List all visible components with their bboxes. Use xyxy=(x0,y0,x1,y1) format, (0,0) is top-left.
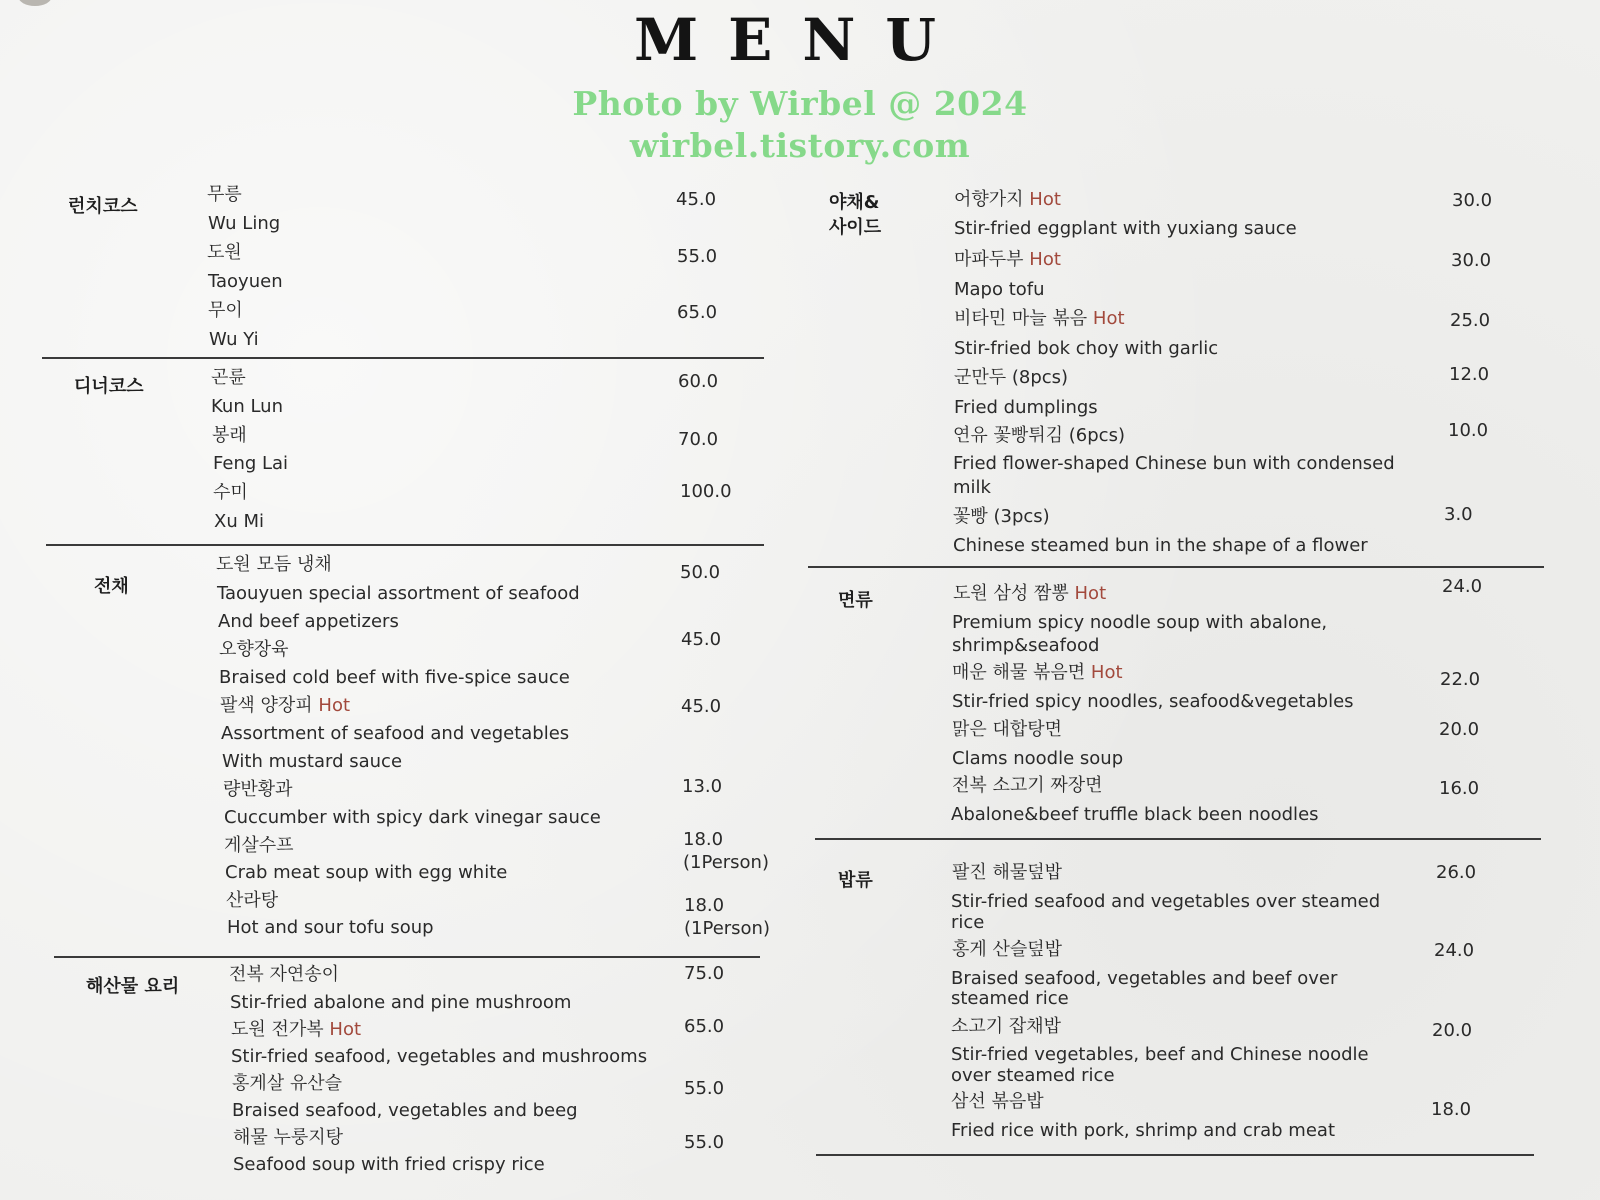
item-price: 18.0 xyxy=(684,895,725,916)
item-price-note: (1Person) xyxy=(683,852,769,873)
item-price: 16.0 xyxy=(1439,778,1480,799)
hot-label: Hot xyxy=(318,695,351,716)
item-en-cont: shrimp&seafood xyxy=(952,635,1100,656)
item-price: 10.0 xyxy=(1448,420,1489,441)
item-price: 18.0 xyxy=(683,829,724,850)
item-price: 25.0 xyxy=(1450,310,1491,331)
item-kr: 무릉 xyxy=(207,184,242,205)
item-kr: 군만두 (8pcs) xyxy=(954,367,1069,388)
item-en: Wu Yi xyxy=(209,329,259,350)
item-kr: 도원 전가복 Hot xyxy=(231,1019,362,1040)
item-en: Mapo tofu xyxy=(954,279,1045,300)
category-lunch-course: 런치코스 xyxy=(68,196,138,217)
section-divider xyxy=(46,544,764,546)
hot-label: Hot xyxy=(1092,308,1125,329)
item-price: 65.0 xyxy=(684,1016,725,1037)
item-kr: 해물 누룽지탕 xyxy=(233,1127,344,1148)
item-en: Braised cold beef with five-spice sauce xyxy=(219,667,570,688)
item-price: 75.0 xyxy=(684,963,725,984)
item-kr: 마파두부 Hot xyxy=(954,249,1061,270)
item-price: 22.0 xyxy=(1440,669,1481,690)
item-en: Clams noodle soup xyxy=(952,748,1124,769)
item-en: Seafood soup with fried crispy rice xyxy=(233,1154,545,1175)
item-en: Crab meat soup with egg white xyxy=(225,862,508,883)
watermark-line-2: wirbel.tistory.com xyxy=(629,126,971,165)
item-price: 45.0 xyxy=(681,696,722,717)
item-en: Fried rice with pork, shrimp and crab meat xyxy=(951,1120,1336,1141)
item-price: 100.0 xyxy=(680,481,732,502)
category-rice: 밥류 xyxy=(838,870,873,891)
item-kr: 어향가지 Hot xyxy=(954,189,1061,210)
item-price: 50.0 xyxy=(680,562,721,583)
section-divider xyxy=(54,956,760,958)
category-dinner-course: 디너코스 xyxy=(74,376,144,397)
section-divider xyxy=(42,357,764,359)
item-en: Feng Lai xyxy=(213,453,289,474)
item-kr: 도원 삼성 짬뽕 Hot xyxy=(953,583,1107,604)
item-kr: 꽃빵 (3pcs) xyxy=(953,506,1050,527)
item-en: Braised seafood, vegetables and beef over xyxy=(951,968,1338,989)
item-en-cont: With mustard sauce xyxy=(222,751,403,772)
item-kr: 맑은 대합탕면 xyxy=(952,719,1063,740)
item-price: 20.0 xyxy=(1432,1020,1473,1041)
item-price: 45.0 xyxy=(676,189,717,210)
category-noodles: 면류 xyxy=(838,590,873,611)
item-kr: 팔색 양장피 Hot xyxy=(220,695,351,716)
category-seafood: 해산물 요리 xyxy=(86,976,180,997)
item-price: 26.0 xyxy=(1436,862,1477,883)
item-en-cont: And beef appetizers xyxy=(218,611,399,632)
item-price: 24.0 xyxy=(1434,940,1475,961)
menu-title: MENU xyxy=(633,6,966,74)
item-kr: 량반황과 xyxy=(223,779,293,800)
item-price: 20.0 xyxy=(1439,719,1480,740)
item-en: Stir-fried vegetables, beef and Chinese noodle xyxy=(951,1044,1369,1065)
item-price: 45.0 xyxy=(681,629,722,650)
item-kr: 오향장육 xyxy=(219,639,289,660)
section-divider xyxy=(808,566,1544,568)
item-price: 55.0 xyxy=(684,1078,725,1099)
section-divider xyxy=(816,1154,1534,1156)
item-en: Cuccumber with spicy dark vinegar sauce xyxy=(224,807,601,828)
item-kr: 전복 자연송이 xyxy=(229,964,340,985)
item-en: Taouyuen special assortment of seafood xyxy=(217,583,580,604)
item-en-cont: over steamed rice xyxy=(951,1065,1115,1086)
item-price: 65.0 xyxy=(677,302,718,323)
item-en: Braised seafood, vegetables and beeg xyxy=(232,1100,578,1121)
item-en: Wu Ling xyxy=(208,213,281,234)
watermark-line-1: Photo by Wirbel @ 2024 xyxy=(572,84,1028,123)
item-en-cont: steamed rice xyxy=(951,988,1069,1009)
item-price: 60.0 xyxy=(678,371,719,392)
item-price: 55.0 xyxy=(684,1132,725,1153)
hot-label: Hot xyxy=(1029,189,1061,210)
item-kr: 봉래 xyxy=(212,425,247,446)
item-en-cont: milk xyxy=(953,477,991,498)
item-price: 55.0 xyxy=(677,246,718,267)
item-en: Kun Lun xyxy=(211,396,283,417)
item-kr: 도원 xyxy=(207,242,242,263)
item-price: 30.0 xyxy=(1452,190,1493,211)
item-en: Fried flower-shaped Chinese bun with condensed xyxy=(953,453,1395,474)
item-kr: 도원 모듬 냉채 xyxy=(216,554,332,575)
item-kr: 매운 해물 볶음면 Hot xyxy=(952,662,1123,683)
item-en-cont: rice xyxy=(951,912,985,933)
item-kr: 홍게 산슬덮밥 xyxy=(952,939,1063,960)
item-en: Taoyuen xyxy=(208,271,283,292)
item-price-note: (1Person) xyxy=(684,918,770,939)
item-price: 13.0 xyxy=(682,776,723,797)
item-price: 24.0 xyxy=(1442,576,1483,597)
item-kr: 산라탕 xyxy=(226,890,279,911)
category-appetizers: 전채 xyxy=(94,576,129,597)
item-en: Stir-fried bok choy with garlic xyxy=(954,338,1219,359)
item-price: 3.0 xyxy=(1444,504,1473,525)
hot-label: Hot xyxy=(1074,583,1107,604)
item-kr: 홍게살 유산슬 xyxy=(232,1073,343,1094)
item-en: Premium spicy noodle soup with abalone, xyxy=(952,612,1328,633)
item-en: Abalone&beef truffle black been noodles xyxy=(951,804,1319,825)
item-kr: 팔진 해물덮밥 xyxy=(952,862,1063,883)
item-kr: 삼선 볶음밥 xyxy=(951,1091,1044,1112)
item-price: 12.0 xyxy=(1449,364,1490,385)
section-divider xyxy=(815,838,1541,840)
item-en: Stir-fried eggplant with yuxiang sauce xyxy=(954,218,1297,239)
item-en: Hot and sour tofu soup xyxy=(227,917,434,938)
item-kr: 곤륜 xyxy=(211,367,246,388)
item-en: Stir-fried seafood and vegetables over steamed xyxy=(951,891,1381,912)
item-kr: 무이 xyxy=(208,300,243,321)
item-kr: 게살수프 xyxy=(224,835,294,856)
item-price: 70.0 xyxy=(678,429,719,450)
item-kr: 소고기 잡채밥 xyxy=(951,1016,1062,1037)
item-price: 30.0 xyxy=(1451,250,1492,271)
item-kr: 연유 꽃빵튀김 (6pcs) xyxy=(953,425,1125,446)
category-vegetables-sides: 야채& 사이드 xyxy=(829,192,882,238)
item-en: Xu Mi xyxy=(214,511,264,532)
item-en: Stir-fried abalone and pine mushroom xyxy=(230,992,572,1013)
item-price: 18.0 xyxy=(1431,1099,1472,1120)
hot-label: Hot xyxy=(329,1019,362,1040)
item-en: Stir-fried seafood, vegetables and mushrooms xyxy=(231,1046,648,1067)
item-kr: 비타민 마늘 볶음 Hot xyxy=(954,308,1125,329)
item-kr: 수미 xyxy=(213,482,248,503)
item-en: Fried dumplings xyxy=(954,397,1098,418)
item-en: Stir-fried spicy noodles, seafood&vegetables xyxy=(952,691,1354,712)
hot-label: Hot xyxy=(1029,249,1061,270)
hot-label: Hot xyxy=(1090,662,1123,683)
item-en: Chinese steamed bun in the shape of a flower xyxy=(953,535,1368,556)
item-kr: 전복 소고기 짜장면 xyxy=(952,775,1103,796)
item-en: Assortment of seafood and vegetables xyxy=(221,723,570,744)
